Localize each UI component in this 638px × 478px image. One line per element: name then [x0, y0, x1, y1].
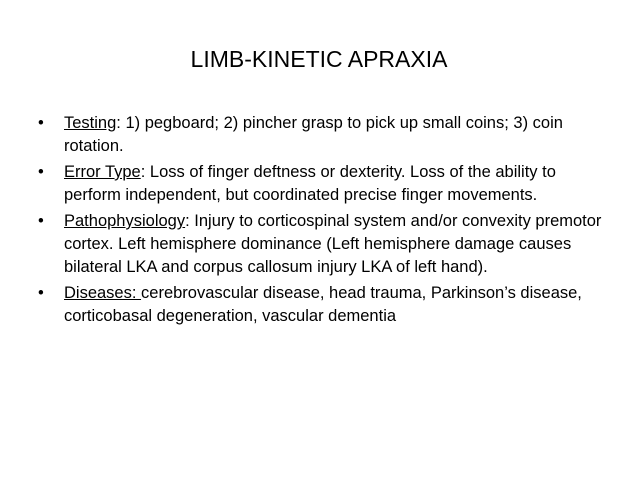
bullet-diseases: [38, 282, 613, 328]
bullet-pathophysiology: [38, 210, 613, 279]
bullet-term: Diseases:: [64, 284, 142, 302]
bullet-text: cerebrovascular disease, head trauma, Parkinson’s disease, corticobasal degeneration, vascular dementia: [64, 284, 582, 325]
bullet-term: Error Type: [64, 163, 141, 181]
bullet-term: Pathophysiology: [64, 212, 186, 230]
bullet-list: [38, 112, 613, 331]
bullet-dot-icon: •: [38, 212, 44, 230]
bullet-term: Testing: [64, 114, 117, 132]
bullet-dot-icon: •: [38, 114, 44, 132]
bullet-error-type: [38, 161, 613, 207]
bullet-text: : Loss of finger deftness or dexterity. Loss of the ability to perform independent, but coordinated precise finger movements.: [64, 163, 556, 204]
bullet-text: : Injury to corticospinal system and/or convexity premotor cortex. Left hemisphere dominance (Left hemisphere damage causes bilateral LKA and corpus callosum injury LKA of left hand).: [64, 212, 602, 276]
bullet-dot-icon: •: [38, 284, 44, 302]
bullet-dot-icon: •: [38, 163, 44, 181]
bullet-text: : 1) pegboard; 2) pincher grasp to pick up small coins; 3) coin rotation.: [64, 114, 563, 155]
slide-title: LIMB-KINETIC APRAXIA: [190, 46, 448, 72]
bullet-testing: [38, 112, 613, 158]
